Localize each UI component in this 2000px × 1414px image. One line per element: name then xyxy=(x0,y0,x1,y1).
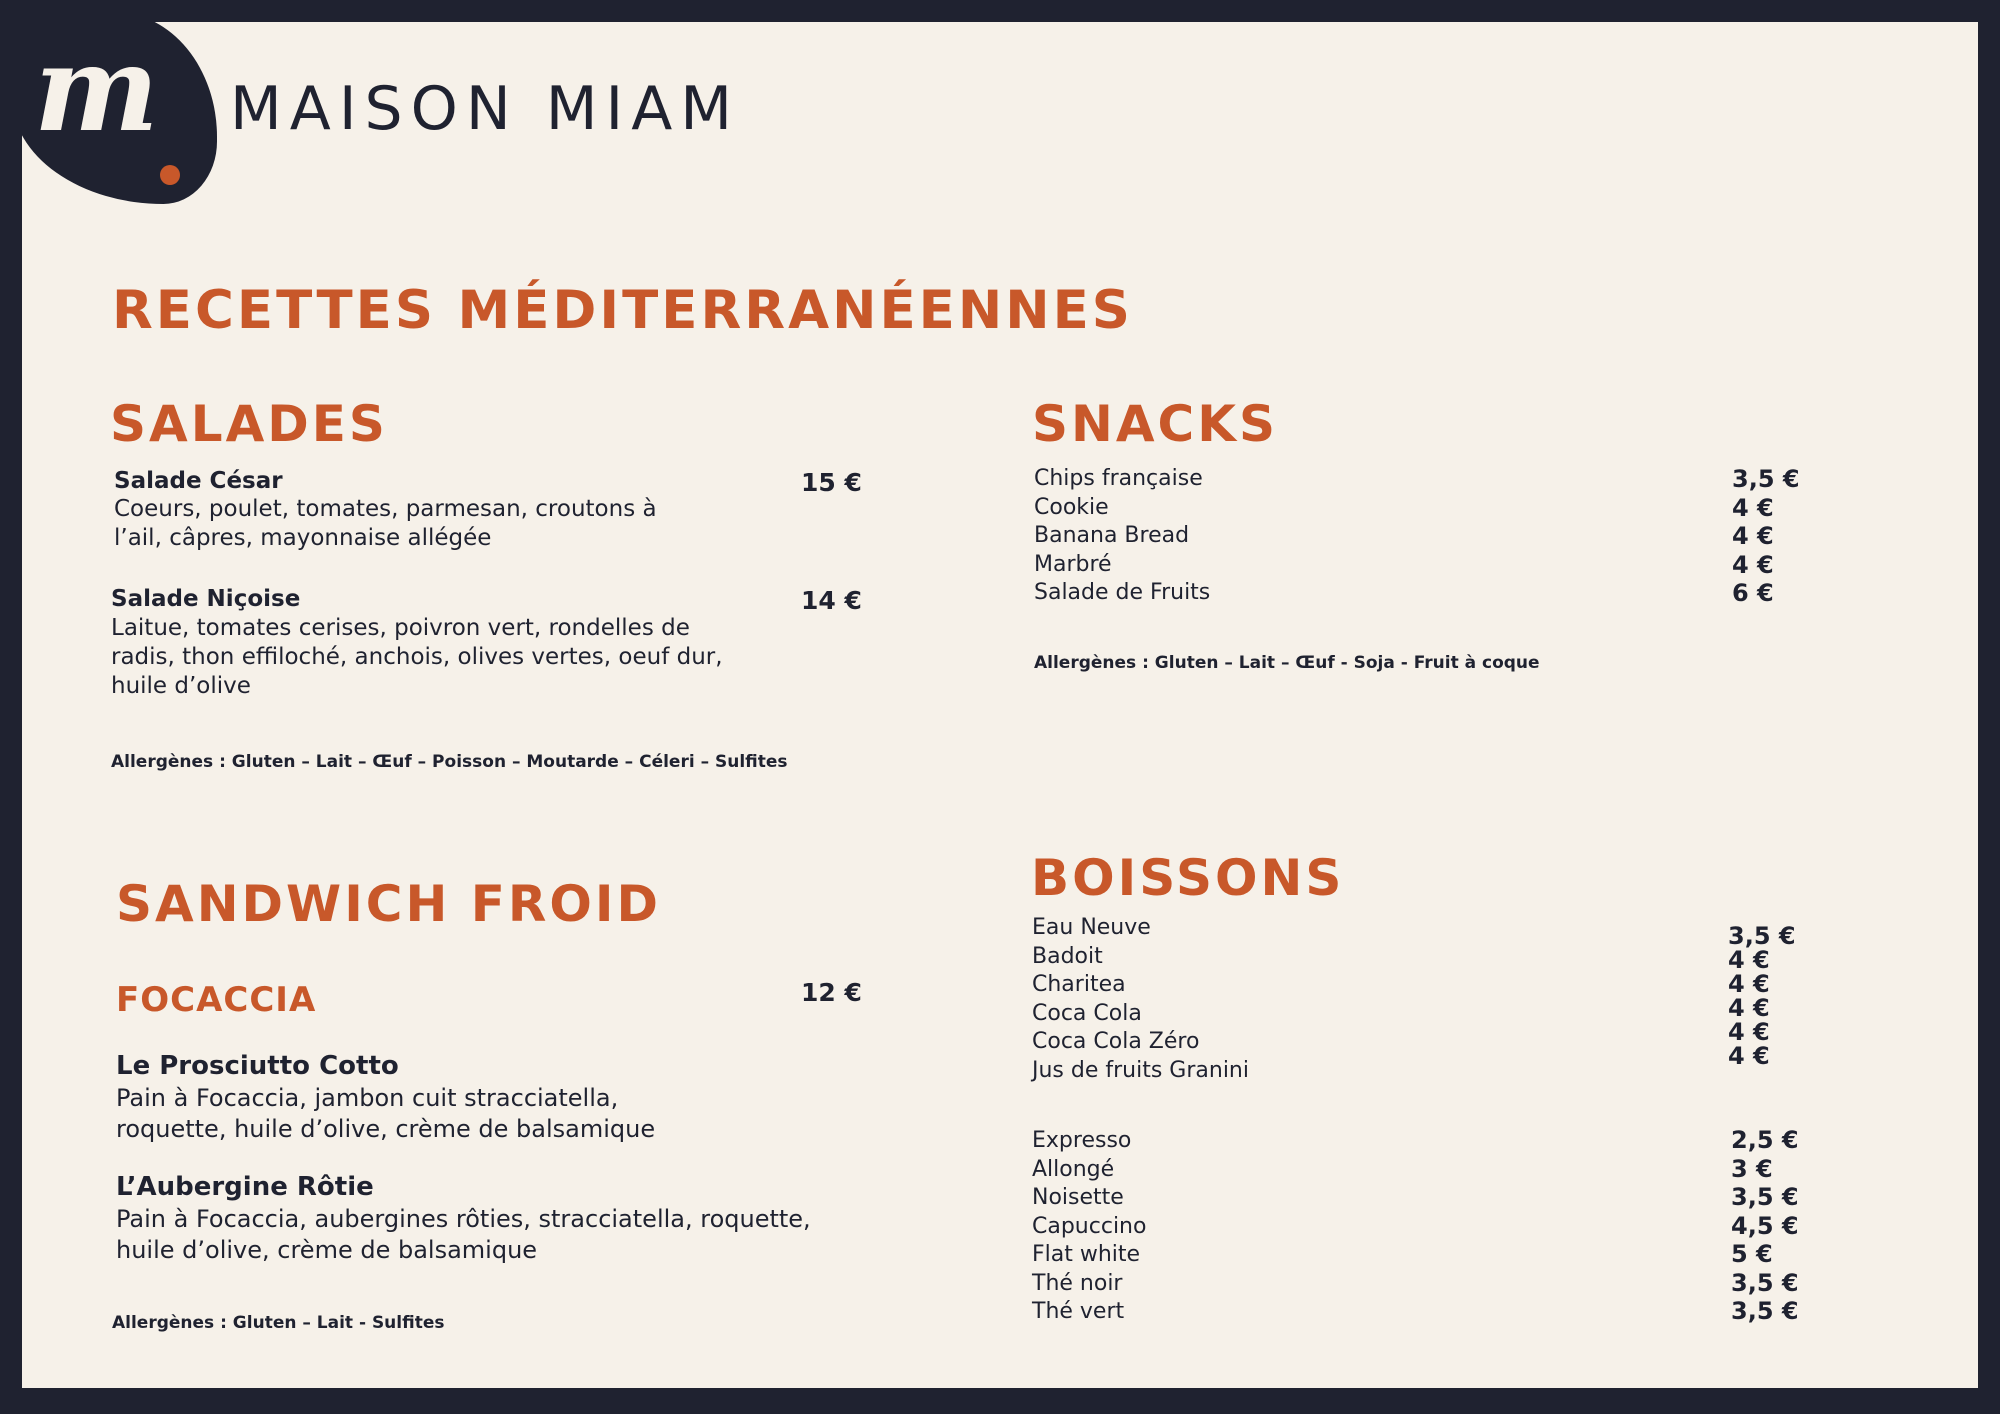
price: 4 € xyxy=(1732,522,1774,550)
price: 4 € xyxy=(1732,493,1774,522)
salade-cesar-price: 15 € xyxy=(801,468,862,497)
list-item: Flat white xyxy=(1032,1242,1141,1267)
price: 5 € xyxy=(1731,1240,1773,1268)
salade-nicoise-name: Salade Niçoise xyxy=(111,586,301,612)
price: 4 € xyxy=(1728,994,1770,1022)
focaccia-subtitle: FOCACCIA xyxy=(116,980,317,1020)
hot-drinks-list xyxy=(1032,1127,1146,1327)
logo-mark: m xyxy=(34,22,153,158)
sandwich-title: SANDWICH FROID xyxy=(116,875,662,933)
boissons-title: BOISSONS xyxy=(1031,849,1345,907)
snacks-title: SNACKS xyxy=(1032,395,1279,453)
price: 2,5 € xyxy=(1731,1126,1799,1154)
list-item: Cookie xyxy=(1034,494,1109,520)
salade-nicoise-price: 14 € xyxy=(801,586,862,615)
list-item: Coca Cola Zéro xyxy=(1032,1029,1200,1054)
list-item: Capuccino xyxy=(1032,1213,1147,1239)
prosciutto-name: Le Prosciutto Cotto xyxy=(116,1051,399,1081)
list-item: Expresso xyxy=(1032,1128,1132,1153)
cold-drinks-list xyxy=(1032,914,1249,1085)
list-item: Noisette xyxy=(1032,1185,1124,1210)
salade-cesar-name: Salade César xyxy=(114,468,283,494)
sandwich-allergens: Allergènes : Gluten – Lait - Sulfites xyxy=(112,1313,445,1333)
list-item: Badoit xyxy=(1032,943,1103,969)
price: 4 € xyxy=(1732,550,1774,579)
focaccia-price: 12 € xyxy=(801,978,862,1007)
logo-dot xyxy=(160,165,180,185)
snacks-prices xyxy=(1732,465,1800,608)
price: 4 € xyxy=(1728,1018,1770,1046)
list-item: Banana Bread xyxy=(1034,523,1190,548)
cold-drinks-prices xyxy=(1728,924,1796,1068)
list-item: Chips française xyxy=(1034,466,1203,491)
salades-title: SALADES xyxy=(110,395,388,453)
list-item: Eau Neuve xyxy=(1032,915,1151,940)
menu-page xyxy=(22,22,1978,1388)
list-item: Thé noir xyxy=(1032,1270,1123,1296)
price: 3,5 € xyxy=(1731,1297,1799,1325)
list-item: Charitea xyxy=(1032,972,1126,997)
aubergine-name: L’Aubergine Rôtie xyxy=(116,1172,374,1202)
price: 6 € xyxy=(1732,579,1774,607)
aubergine-desc: Pain à Focaccia, aubergines rôties, stracciatella, roquette, huile d’olive, crème de balsamique xyxy=(116,1205,811,1264)
salade-nicoise-desc: Laitue, tomates cerises, poivron vert, rondelles de radis, thon effiloché, anchois, olives vertes, oeuf dur, huile d’olive xyxy=(111,615,723,699)
price: 3,5 € xyxy=(1731,1183,1799,1211)
menu-title: RECETTES MÉDITERRANÉENNES xyxy=(112,280,1133,341)
list-item: Salade de Fruits xyxy=(1034,580,1211,605)
salade-cesar-desc: Coeurs, poulet, tomates, parmesan, croutons à l’ail, câpres, mayonnaise allégée xyxy=(114,496,657,551)
hot-drinks-prices xyxy=(1731,1126,1799,1326)
price: 3,5 € xyxy=(1731,1268,1799,1297)
list-item: Thé vert xyxy=(1032,1299,1125,1324)
brand-name: MAISON MIAM xyxy=(230,74,741,144)
price: 4 € xyxy=(1728,970,1770,998)
price: 4 € xyxy=(1728,946,1770,974)
price: 4 € xyxy=(1728,1042,1770,1070)
price: 3,5 € xyxy=(1732,465,1800,493)
list-item: Allongé xyxy=(1032,1156,1115,1182)
list-item: Coca Cola xyxy=(1032,1000,1142,1026)
price: 4,5 € xyxy=(1731,1211,1799,1240)
list-item: Marbré xyxy=(1034,551,1112,577)
list-item: Jus de fruits Granini xyxy=(1032,1057,1249,1083)
prosciutto-desc: Pain à Focaccia, jambon cuit stracciatella, roquette, huile d’olive, crème de balsamique xyxy=(116,1084,656,1143)
price: 3,5 € xyxy=(1728,922,1796,950)
logo-badge xyxy=(22,22,217,204)
snacks-list xyxy=(1034,465,1210,608)
salades-allergens: Allergènes : Gluten – Lait – Œuf – Poisson – Moutarde – Céleri – Sulfites xyxy=(111,752,788,772)
snacks-allergens: Allergènes : Gluten – Lait – Œuf - Soja - Fruit à coque xyxy=(1034,653,1540,673)
price: 3 € xyxy=(1731,1154,1773,1183)
